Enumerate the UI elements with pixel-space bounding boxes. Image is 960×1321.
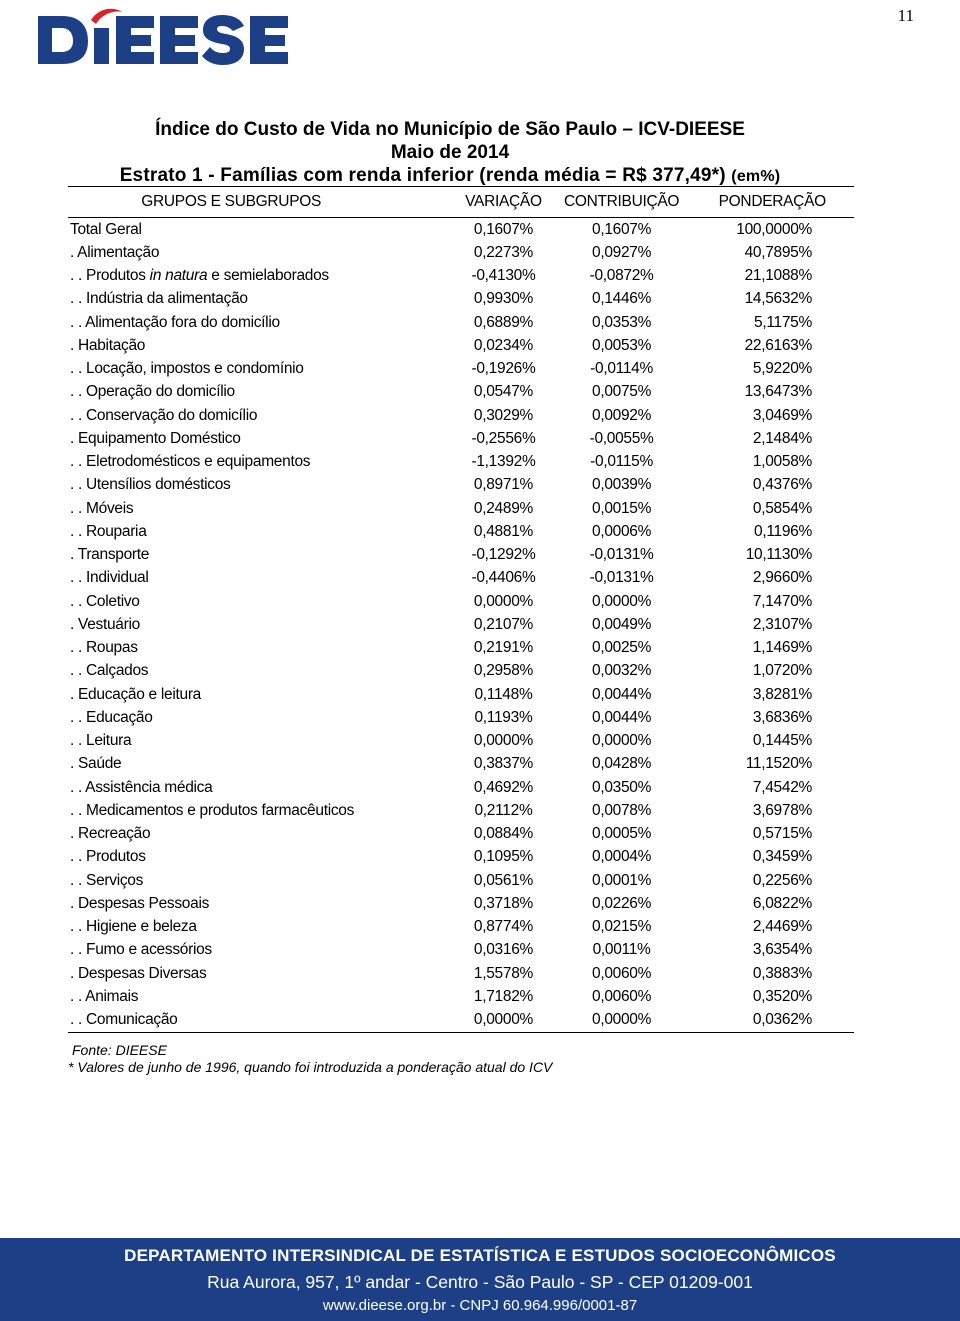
cell-contribution: 0,0044% (592, 708, 652, 726)
title-unit: (em%) (731, 168, 781, 185)
cell-variation: 0,2958% (473, 662, 533, 680)
cell-group: . . Operação do domicílio (70, 383, 235, 401)
cell-weight: 1,0058% (752, 453, 812, 471)
table-row (68, 288, 854, 311)
cell-group: . . Conservação do domicílio (70, 406, 258, 424)
cell-contribution: 0,0226% (592, 894, 652, 912)
cell-variation: 1,7182% (473, 987, 533, 1005)
cell-variation: 0,1193% (474, 708, 533, 726)
cell-contribution: 0,0001% (592, 871, 652, 889)
cell-variation: 0,3029% (473, 406, 533, 424)
cell-contribution: 0,0011% (592, 941, 651, 959)
cell-contribution: 0,1446% (592, 290, 652, 308)
cell-variation: -0,4130% (471, 267, 536, 285)
cell-variation: 0,2107% (473, 615, 533, 633)
cell-group: . . Calçados (70, 662, 149, 680)
cell-group: . . Locação, impostos e condomínio (70, 360, 304, 378)
cell-weight: 0,1196% (754, 522, 812, 540)
cell-contribution: -0,0872% (589, 267, 654, 285)
cell-weight: 1,0720% (752, 662, 812, 680)
icv-table (68, 186, 854, 1033)
table-row (68, 776, 854, 799)
table-row (68, 474, 854, 497)
cell-variation: 0,3718% (473, 894, 533, 912)
table-row (68, 451, 854, 474)
cell-weight: 2,4469% (752, 918, 812, 936)
cell-weight: 13,6473% (744, 383, 812, 401)
cell-variation: 0,6889% (473, 313, 533, 331)
cell-variation: 0,4692% (473, 778, 533, 796)
table-row (68, 358, 854, 381)
cell-contribution: 0,0215% (592, 918, 652, 936)
footer-divider (0, 1234, 960, 1238)
cell-weight: 5,1175% (754, 313, 812, 331)
cell-group: . . Fumo e acessórios (70, 941, 212, 959)
cell-variation: 0,0000% (454, 1009, 552, 1033)
cell-group: . . Eletrodomésticos e equipamentos (70, 453, 311, 471)
cell-group: . Despesas Diversas (70, 964, 207, 982)
cell-contribution: 0,0032% (592, 662, 652, 680)
cell-group: . Equipamento Doméstico (70, 429, 241, 447)
cell-group: . . Higiene e beleza (70, 918, 197, 936)
cell-group: . . Rouparia (70, 522, 147, 540)
notes (68, 1042, 552, 1076)
table-row (68, 892, 854, 915)
cell-variation: -0,1292% (471, 546, 536, 564)
cell-group: . . Medicamentos e produtos farmacêuticos (70, 801, 355, 819)
cell-group: . Educação e leitura (70, 685, 202, 703)
table-row (68, 706, 854, 729)
cell-weight: 7,1470% (752, 592, 812, 610)
cell-contribution: 0,0350% (592, 778, 652, 796)
cell-variation: 0,9930% (473, 290, 533, 308)
cell-group: . . Individual (70, 569, 149, 587)
table-row (68, 590, 854, 613)
cell-weight: 0,5715% (752, 825, 812, 843)
table-row (68, 753, 854, 776)
cell-contribution: 0,0075% (592, 383, 652, 401)
title-line-3 (0, 164, 900, 188)
italic-term: in natura (149, 267, 208, 285)
cell-contribution: 0,0039% (592, 476, 652, 494)
cell-group: Total Geral (70, 220, 142, 238)
footer-address: Rua Aurora, 957, 1º andar - Centro - São Paulo - SP - CEP 01209-001 (207, 1272, 753, 1292)
cell-variation: 0,8774% (473, 918, 533, 936)
footnote: * Valores de junho de 1996, quando foi introduzida a ponderação atual do ICV (68, 1059, 553, 1075)
cell-weight: 3,6978% (752, 801, 812, 819)
cell-contribution: 0,1607% (592, 220, 652, 238)
cell-variation: -0,1926% (471, 360, 536, 378)
cell-contribution: 0,0006% (592, 522, 652, 540)
cell-variation: 0,0000% (473, 592, 533, 610)
cell-variation: 0,0234% (473, 336, 533, 354)
source-note: Fonte: DIEESE (72, 1042, 167, 1058)
header-contribution: CONTRIBUIÇÃO (553, 187, 691, 218)
cell-group: . Habitação (70, 336, 146, 354)
footer-organization: DEPARTAMENTO INTERSINDICAL DE ESTATÍSTICA E ESTUDOS SOCIOECONÔMICOS (124, 1246, 836, 1265)
cell-variation: 0,0316% (473, 941, 533, 959)
cell-group: . . Utensílios domésticos (70, 476, 231, 494)
cell-weight: 7,4542% (752, 778, 812, 796)
table-row (68, 660, 854, 683)
cell-variation: -1,1392% (471, 453, 536, 471)
cell-variation: 0,2112% (474, 801, 533, 819)
cell-variation: 0,0884% (473, 825, 533, 843)
cell-contribution: 0,0044% (592, 685, 652, 703)
cell-weight: 40,7895% (744, 243, 812, 261)
cell-contribution: 0,0015% (592, 499, 652, 517)
footer-website: www.dieese.org.br - CNPJ 60.964.996/0001-87 (322, 1297, 638, 1314)
cell-weight: 10,1130% (745, 546, 812, 564)
cell-variation: 0,1095% (473, 848, 533, 866)
dieese-logo (36, 4, 308, 68)
cell-contribution: 0,0000% (553, 1009, 691, 1033)
header-weight: PONDERAÇÃO (691, 187, 855, 218)
table-row (68, 637, 854, 660)
cell-weight: 0,2256% (752, 871, 812, 889)
cell-contribution: 0,0060% (592, 964, 652, 982)
title-line-3-text: Estrato 1 - Famílias com renda inferior (renda média = R$ 377,49*) (119, 165, 726, 186)
cell-contribution: 0,0004% (592, 848, 652, 866)
table-row (68, 381, 854, 404)
page-footer (0, 1234, 960, 1321)
cell-weight: 3,6354% (752, 941, 812, 959)
title-line-1: Índice do Custo de Vida no Município de São Paulo – ICV-DIEESE (155, 119, 745, 140)
cell-variation: 0,2489% (473, 499, 533, 517)
cell-weight: 3,8281% (752, 685, 812, 703)
cell-group: . . Indústria da alimentação (70, 290, 248, 308)
cell-contribution: 0,0053% (592, 336, 652, 354)
cell-weight: 0,3459% (752, 848, 812, 866)
cell-contribution: 0,0025% (592, 639, 652, 657)
cell-weight: 1,1469% (752, 639, 812, 657)
cell-group: . . Assistência médica (70, 778, 213, 796)
cell-variation: 0,3837% (473, 755, 533, 773)
cell-contribution: 0,0049% (592, 615, 652, 633)
cell-weight: 2,1484% (752, 429, 812, 447)
cell-variation: 0,2191% (473, 639, 533, 657)
table-row (68, 962, 854, 985)
cell-weight: 100,0000% (736, 220, 812, 238)
cell-group: . Vestuário (70, 615, 140, 633)
cell-weight: 6,0822% (752, 894, 812, 912)
cell-contribution: 0,0927% (592, 243, 652, 261)
cell-variation: 0,1148% (474, 685, 533, 703)
cell-weight: 2,9660% (752, 569, 812, 587)
table-row (68, 613, 854, 636)
cell-contribution: 0,0005% (592, 825, 652, 843)
cell-group: . . Móveis (70, 499, 134, 517)
cell-group: . Alimentação (70, 243, 160, 261)
cell-weight: 0,3520% (752, 987, 812, 1005)
cell-group: . . Roupas (70, 639, 138, 657)
cell-weight: 0,1445% (752, 732, 812, 750)
table-row (68, 683, 854, 706)
cell-variation: 0,0561% (473, 871, 533, 889)
cell-group: . . Alimentação fora do domicílio (70, 313, 280, 331)
cell-contribution: -0,0055% (589, 429, 654, 447)
cell-weight: 14,5632% (744, 290, 812, 308)
cell-group: . Despesas Pessoais (70, 894, 210, 912)
table-header-row (68, 187, 854, 218)
cell-weight: 21,1088% (744, 267, 812, 285)
table-row (68, 985, 854, 1008)
table-row (68, 730, 854, 753)
cell-group: . . Produtos (70, 848, 146, 866)
header-variation: VARIAÇÃO (454, 187, 552, 218)
table-row (68, 520, 854, 543)
table-row (68, 497, 854, 520)
table-row (68, 218, 854, 242)
cell-contribution: 0,0060% (592, 987, 652, 1005)
cell-group: . Saúde (70, 755, 122, 773)
cell-weight: 2,3107% (752, 615, 812, 633)
report-title (0, 118, 900, 188)
cell-weight: 5,9220% (752, 360, 812, 378)
cell-contribution: 0,0000% (592, 592, 652, 610)
cell-variation: 0,1607% (473, 220, 533, 238)
cell-contribution: -0,0131% (589, 546, 654, 564)
table-row (68, 1009, 854, 1033)
cell-group: . . Educação (70, 708, 153, 726)
table-row (68, 427, 854, 450)
cell-group: . Recreação (70, 825, 151, 843)
table-row (68, 265, 854, 288)
table-row (68, 334, 854, 357)
cell-contribution: 0,0353% (592, 313, 652, 331)
cell-variation: -0,2556% (471, 429, 536, 447)
cell-variation: -0,4406% (471, 569, 536, 587)
cell-group: . . Produtos in natura e semielaborados (70, 267, 329, 285)
table-row (68, 869, 854, 892)
cell-group: . . Coletivo (70, 592, 140, 610)
cell-contribution: -0,0114% (590, 360, 653, 378)
cell-weight: 3,6836% (752, 708, 812, 726)
cell-contribution: 0,0078% (592, 801, 652, 819)
cell-variation: 0,2273% (473, 243, 533, 261)
table-row (68, 567, 854, 590)
cell-weight: 11,1520% (745, 755, 812, 773)
table-row (68, 544, 854, 567)
table-row (68, 846, 854, 869)
cell-weight: 3,0469% (752, 406, 812, 424)
page-number: 11 (897, 6, 914, 25)
cell-contribution: 0,0428% (592, 755, 652, 773)
table-row (68, 241, 854, 264)
cell-weight: 0,4376% (752, 476, 812, 494)
cell-variation: 0,0000% (473, 732, 533, 750)
cell-weight: 0,3883% (752, 964, 812, 982)
cell-group: . Transporte (70, 546, 150, 564)
cell-contribution: -0,0115% (590, 453, 653, 471)
table-row (68, 916, 854, 939)
cell-variation: 0,8971% (473, 476, 533, 494)
cell-weight: 0,5854% (752, 499, 812, 517)
cell-group: . . Animais (70, 987, 139, 1005)
header-group: GRUPOS E SUBGRUPOS (68, 187, 454, 218)
table-row (68, 799, 854, 822)
table-row (68, 939, 854, 962)
cell-variation: 1,5578% (473, 964, 533, 982)
cell-group: . . Serviços (70, 871, 144, 889)
cell-contribution: -0,0131% (589, 569, 654, 587)
cell-group: . . Leitura (70, 732, 132, 750)
table-body (68, 218, 854, 1033)
cell-weight: 0,0362% (691, 1009, 855, 1033)
table-row (68, 404, 854, 427)
cell-variation: 0,4881% (473, 522, 533, 540)
cell-weight: 22,6163% (744, 336, 812, 354)
table-row (68, 311, 854, 334)
table-row (68, 823, 854, 846)
title-line-2: Maio de 2014 (390, 142, 510, 163)
cell-contribution: 0,0000% (592, 732, 652, 750)
cell-contribution: 0,0092% (592, 406, 652, 424)
cell-group: . . Comunicação (68, 1009, 454, 1033)
cell-variation: 0,0547% (473, 383, 533, 401)
